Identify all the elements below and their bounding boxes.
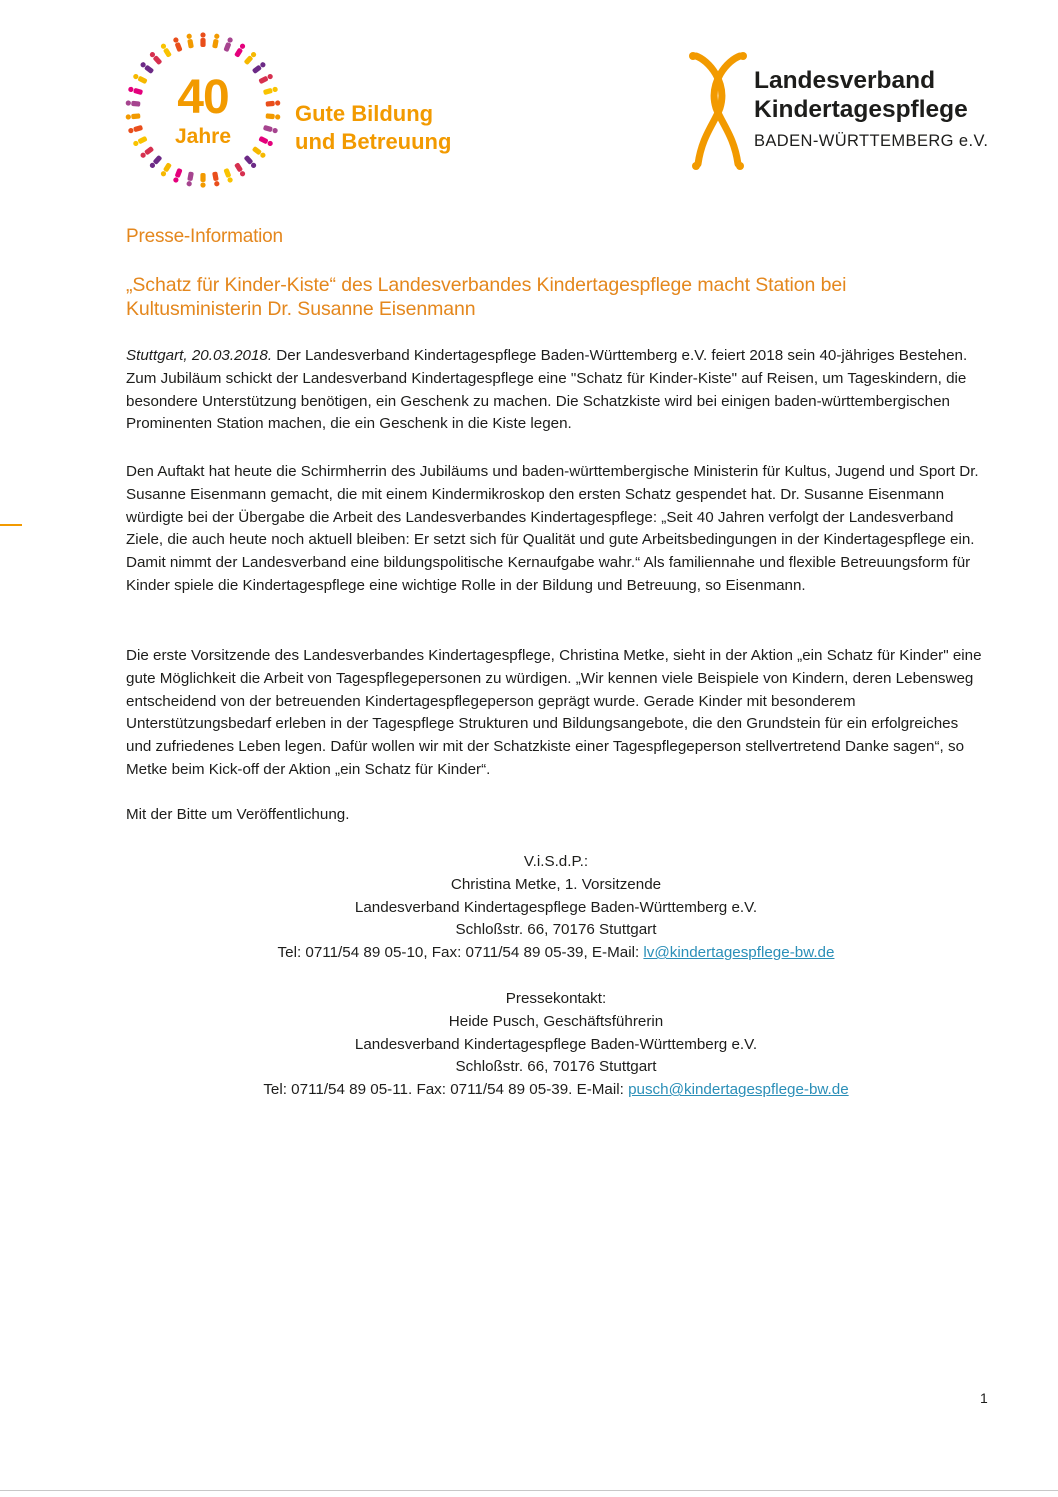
- person-figure-icon: [252, 61, 267, 74]
- contact-person: Christina Metke, 1. Vorsitzende: [450, 875, 662, 893]
- person-figure-icon: [186, 171, 194, 186]
- person-figure-icon: [223, 37, 233, 52]
- person-figure-icon: [173, 168, 183, 183]
- dateline: Stuttgart, 20.03.2018.: [126, 347, 273, 364]
- jubilee-number: 40: [177, 71, 229, 124]
- person-figure-icon: [186, 33, 194, 48]
- person-figure-icon: [173, 37, 183, 52]
- page-bottom-rule: [0, 1490, 1058, 1491]
- intro-text: Der Landesverband Kindertagespflege Baden-Württemberg e.V. feiert 2018 sein 40-jähriges Bestehen. Zum Jubiläum schickt der Landesverband Kindertagespflege eine "Schatz für Kinder-Kiste" auf Reisen, um Tageskindern, die besondere Unterstützung benötigen, ein Geschenk zu machen. Die Schatzkiste wird bei einigen baden-württembergischen Prominenten Station machen, die ein Geschenk in die Kiste legen.: [126, 347, 968, 433]
- contact-address: Schloßstr. 66, 70176 Stuttgart: [455, 1058, 657, 1076]
- contact-title: Pressekontakt:: [505, 990, 607, 1007]
- person-figure-icon: [212, 33, 220, 48]
- stylized-x-icon: [688, 52, 748, 172]
- contact-phone: Tel: 0711/54 89 05-10, Fax: 0711/54 89 05-39, E-Mail:: [277, 944, 644, 962]
- association-subline: BADEN-WÜRTTEMBERG e.V.: [754, 132, 989, 150]
- contact-title: V.i.S.d.P.:: [523, 853, 589, 870]
- email-link[interactable]: lv@kindertagespflege-bw.de: [643, 944, 835, 962]
- headline-line-2: Kultusministerin Dr. Susanne Eisenmann: [126, 298, 476, 320]
- tagline-line-1: Gute Bildung: [295, 101, 434, 126]
- contact-block-press: [126, 988, 986, 1102]
- person-figure-icon: [252, 146, 267, 159]
- paragraph-intro: [126, 345, 986, 436]
- person-figure-icon: [223, 168, 233, 183]
- jubilee-tagline: [295, 100, 451, 156]
- person-figure-icon: [244, 51, 258, 65]
- person-figure-icon: [160, 162, 172, 177]
- person-figure-icon: [160, 43, 172, 58]
- person-figure-icon: [212, 171, 220, 186]
- press-headline: [126, 273, 966, 321]
- person-figure-icon: [149, 51, 163, 65]
- jubilee-word: Jahre: [174, 125, 232, 148]
- fold-mark: [0, 524, 22, 526]
- person-figure-icon: [200, 32, 205, 47]
- person-figure-icon: [234, 43, 246, 58]
- paragraph-request: Mit der Bitte um Veröffentlichung.: [126, 806, 350, 823]
- contact-phone-line: [126, 942, 986, 965]
- contact-block-visdp: [126, 851, 986, 965]
- contact-person: Heide Pusch, Geschäftsführerin: [448, 1012, 664, 1030]
- page-number: 1: [980, 1390, 988, 1406]
- paragraph-chairwoman: Die erste Vorsitzende des Landesverbandes Kindertagespflege, Christina Metke, sieht in der Aktion „ein Schatz für Kinder" eine gute Möglichkeit die Arbeit von Tagespflegepersonen zu würdigen. „Wir kennen viele Beispiele von Kindern, deren Lebensweg entscheidend von der betreuenden Kindertagespflegeperson geprägt wurde. Gerade Kinder mit besonderem Unterstützungsbedarf erleben in der Tagespflege Strukturen und Bildungsangebote, die den Grundstein für ein erfolgreiches und zufriedenes Leben legen. Dafür wollen wir mit der Schatzkiste einer Tagespflegeperson stellvertretend Danke sagen“, so Metke beim Kick-off der Aktion „ein Schatz für Kinder“.: [126, 647, 982, 778]
- person-figure-icon: [234, 162, 246, 177]
- person-figure-icon: [139, 61, 154, 74]
- association-name: [754, 66, 968, 124]
- association-name-line-1: Landesverband: [754, 67, 936, 94]
- headline-line-1: „Schatz für Kinder-Kiste“ des Landesverbandes Kindertagespflege macht Station bei: [126, 274, 847, 296]
- jubilee-logo: [118, 28, 288, 193]
- contact-org: Landesverband Kindertagespflege Baden-Württemberg e.V.: [354, 1035, 758, 1053]
- contact-phone-line: [126, 1079, 986, 1102]
- contact-address: Schloßstr. 66, 70176 Stuttgart: [455, 921, 657, 939]
- contact-phone: Tel: 0711/54 89 05-11. Fax: 0711/54 89 05-39. E-Mail:: [263, 1081, 629, 1099]
- person-figure-icon: [139, 146, 154, 159]
- person-figure-icon: [149, 155, 163, 169]
- paragraph-ministry: Den Auftakt hat heute die Schirmherrin des Jubiläums und baden-württembergische Ministerin für Kultus, Jugend und Sport Dr. Susanne Eisenmann gemacht, die mit einem Kindermikroskop den ersten Schatz gespendet hat. Dr. Susanne Eisenmann würdigte bei der Übergabe die Arbeit des Landesverbandes Kindertagespflege: „Seit 40 Jahren verfolgt der Landesverband Ziele, die auch heute noch aktuell bleiben: Er setzt sich für Qualität und gute Arbeitsbedingungen in der Kindertagespflege ein. Damit nimmt der Landesverband eine bildungspolitische Kernaufgabe wahr.“ Als familiennahe und flexible Betreuungsform für Kinder spiele die Kindertagespflege eine wichtige Rolle in der Bildung und Betreuung, so Eisenmann.: [126, 463, 979, 594]
- contact-org: Landesverband Kindertagespflege Baden-Württemberg e.V.: [354, 898, 758, 916]
- association-logo: [688, 52, 1018, 172]
- association-name-line-2: Kindertagespflege: [754, 96, 968, 123]
- person-figure-icon: [200, 173, 205, 188]
- document-label: Presse-Information: [126, 226, 283, 247]
- tagline-line-2: und Betreuung: [295, 129, 452, 154]
- person-figure-icon: [244, 155, 258, 169]
- email-link[interactable]: pusch@kindertagespflege-bw.de: [628, 1081, 849, 1099]
